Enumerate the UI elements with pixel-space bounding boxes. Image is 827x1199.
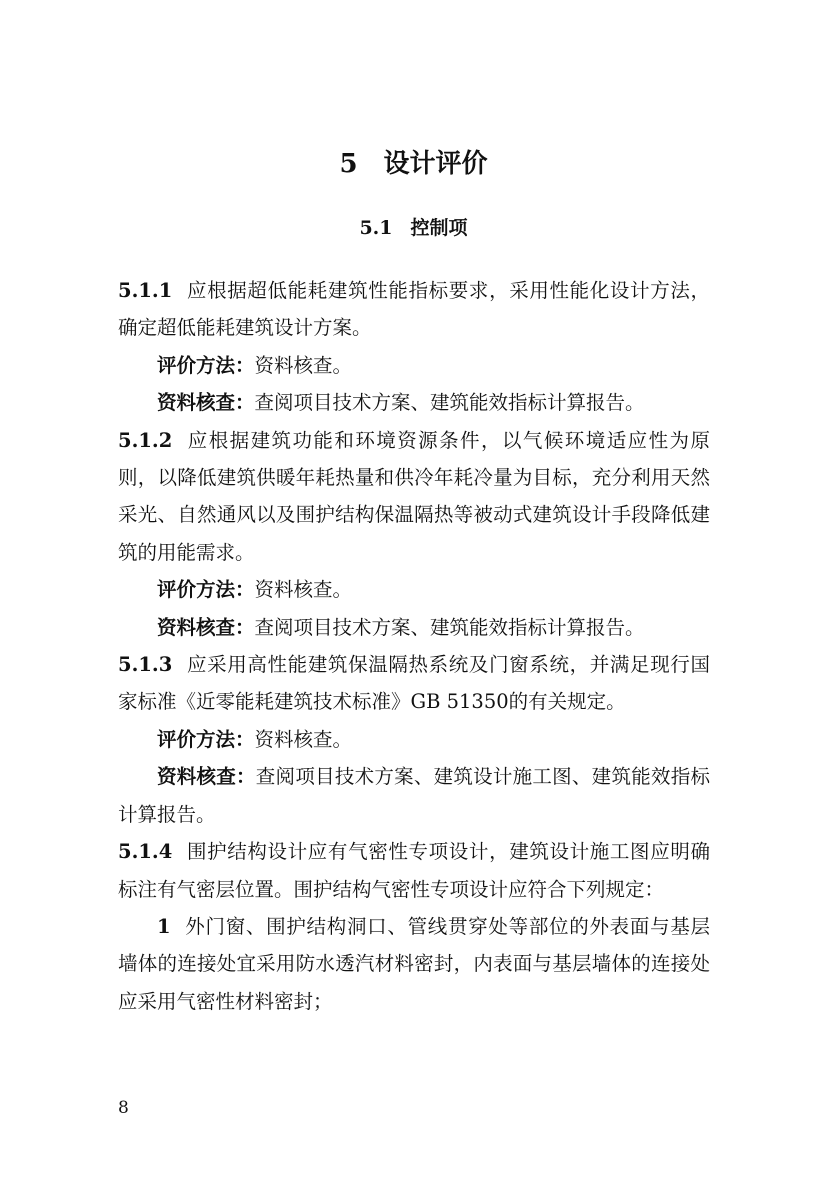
evaluation-method-text: 资料核查。: [254, 578, 353, 602]
evaluation-method-label: 评价方法：: [157, 578, 255, 602]
document-check-text: 查阅项目技术方案、建筑能效指标计算报告。: [254, 391, 645, 415]
evaluation-method-label: 评价方法：: [157, 353, 255, 377]
chapter-title-text: 设计评价: [383, 149, 488, 179]
section-title: [0, 210, 827, 246]
document-check-text: 查阅项目技术方案、建筑能效指标计算报告。: [254, 615, 645, 639]
document-body: [118, 272, 710, 1020]
document-check-label: 资料核查：: [157, 391, 255, 415]
clause-5-1-4: [118, 833, 710, 908]
evaluation-method-label: 评价方法：: [157, 727, 255, 751]
section-number: 5.1: [359, 217, 393, 239]
chapter-title: [0, 142, 827, 186]
clause-text: 应采用高性能建筑保温隔热系统及门窗系统，并满足现行国家标准《近零能耗建筑技术标准》GB 51350的有关规定。: [118, 653, 710, 714]
clause-text: 应根据建筑功能和环境资源条件，以气候环境适应性为原则，以降低建筑供暖年耗热量和供冷年耗冷量为目标，充分利用天然采光、自然通风以及围护结构保温隔热等被动式建筑设计手段降低建筑的用能需求。: [118, 428, 710, 564]
clause-number: 5.1.2: [118, 428, 173, 452]
section-title-text: 控制项: [410, 217, 468, 239]
clause-number: 5.1.1: [118, 279, 173, 302]
clause-text: 围护结构设计应有气密性专项设计，建筑设计施工图应明确标注有气密层位置。围护结构气密性专项设计应符合下列规定：: [118, 840, 710, 901]
clause-5-1-3: [118, 646, 710, 721]
document-check-label: 资料核查：: [157, 765, 256, 789]
evaluation-method-text: 资料核查。: [254, 353, 353, 377]
item-text: 外门窗、围护结构洞口、管线贯穿处等部位的外表面与基层墙体的连接处宜采用防水透汽材料密封，内表面与基层墙体的连接处应采用气密性材料密封；: [118, 914, 710, 1013]
document-check: [118, 758, 710, 833]
evaluation-method-text: 资料核查。: [254, 727, 353, 751]
evaluation-method: [118, 721, 710, 758]
chapter-number: 5: [339, 149, 358, 179]
item-number: 1: [157, 914, 171, 938]
evaluation-method: [118, 347, 710, 384]
evaluation-method: [118, 571, 710, 608]
clause-item: [118, 908, 710, 1020]
document-check: [118, 609, 710, 646]
clause-5-1-2: [118, 422, 710, 572]
page-number: 8: [118, 1098, 129, 1118]
clause-5-1-1: [118, 272, 710, 347]
document-check-text: 查阅项目技术方案、建筑设计施工图、建筑能效指标计算报告。: [118, 765, 710, 826]
document-check: [118, 384, 710, 421]
clause-number: 5.1.4: [118, 840, 173, 864]
clause-text: 应根据超低能耗建筑性能指标要求，采用性能化设计方法，确定超低能耗建筑设计方案。: [118, 279, 710, 340]
clause-number: 5.1.3: [118, 653, 173, 677]
document-check-label: 资料核查：: [157, 615, 255, 639]
